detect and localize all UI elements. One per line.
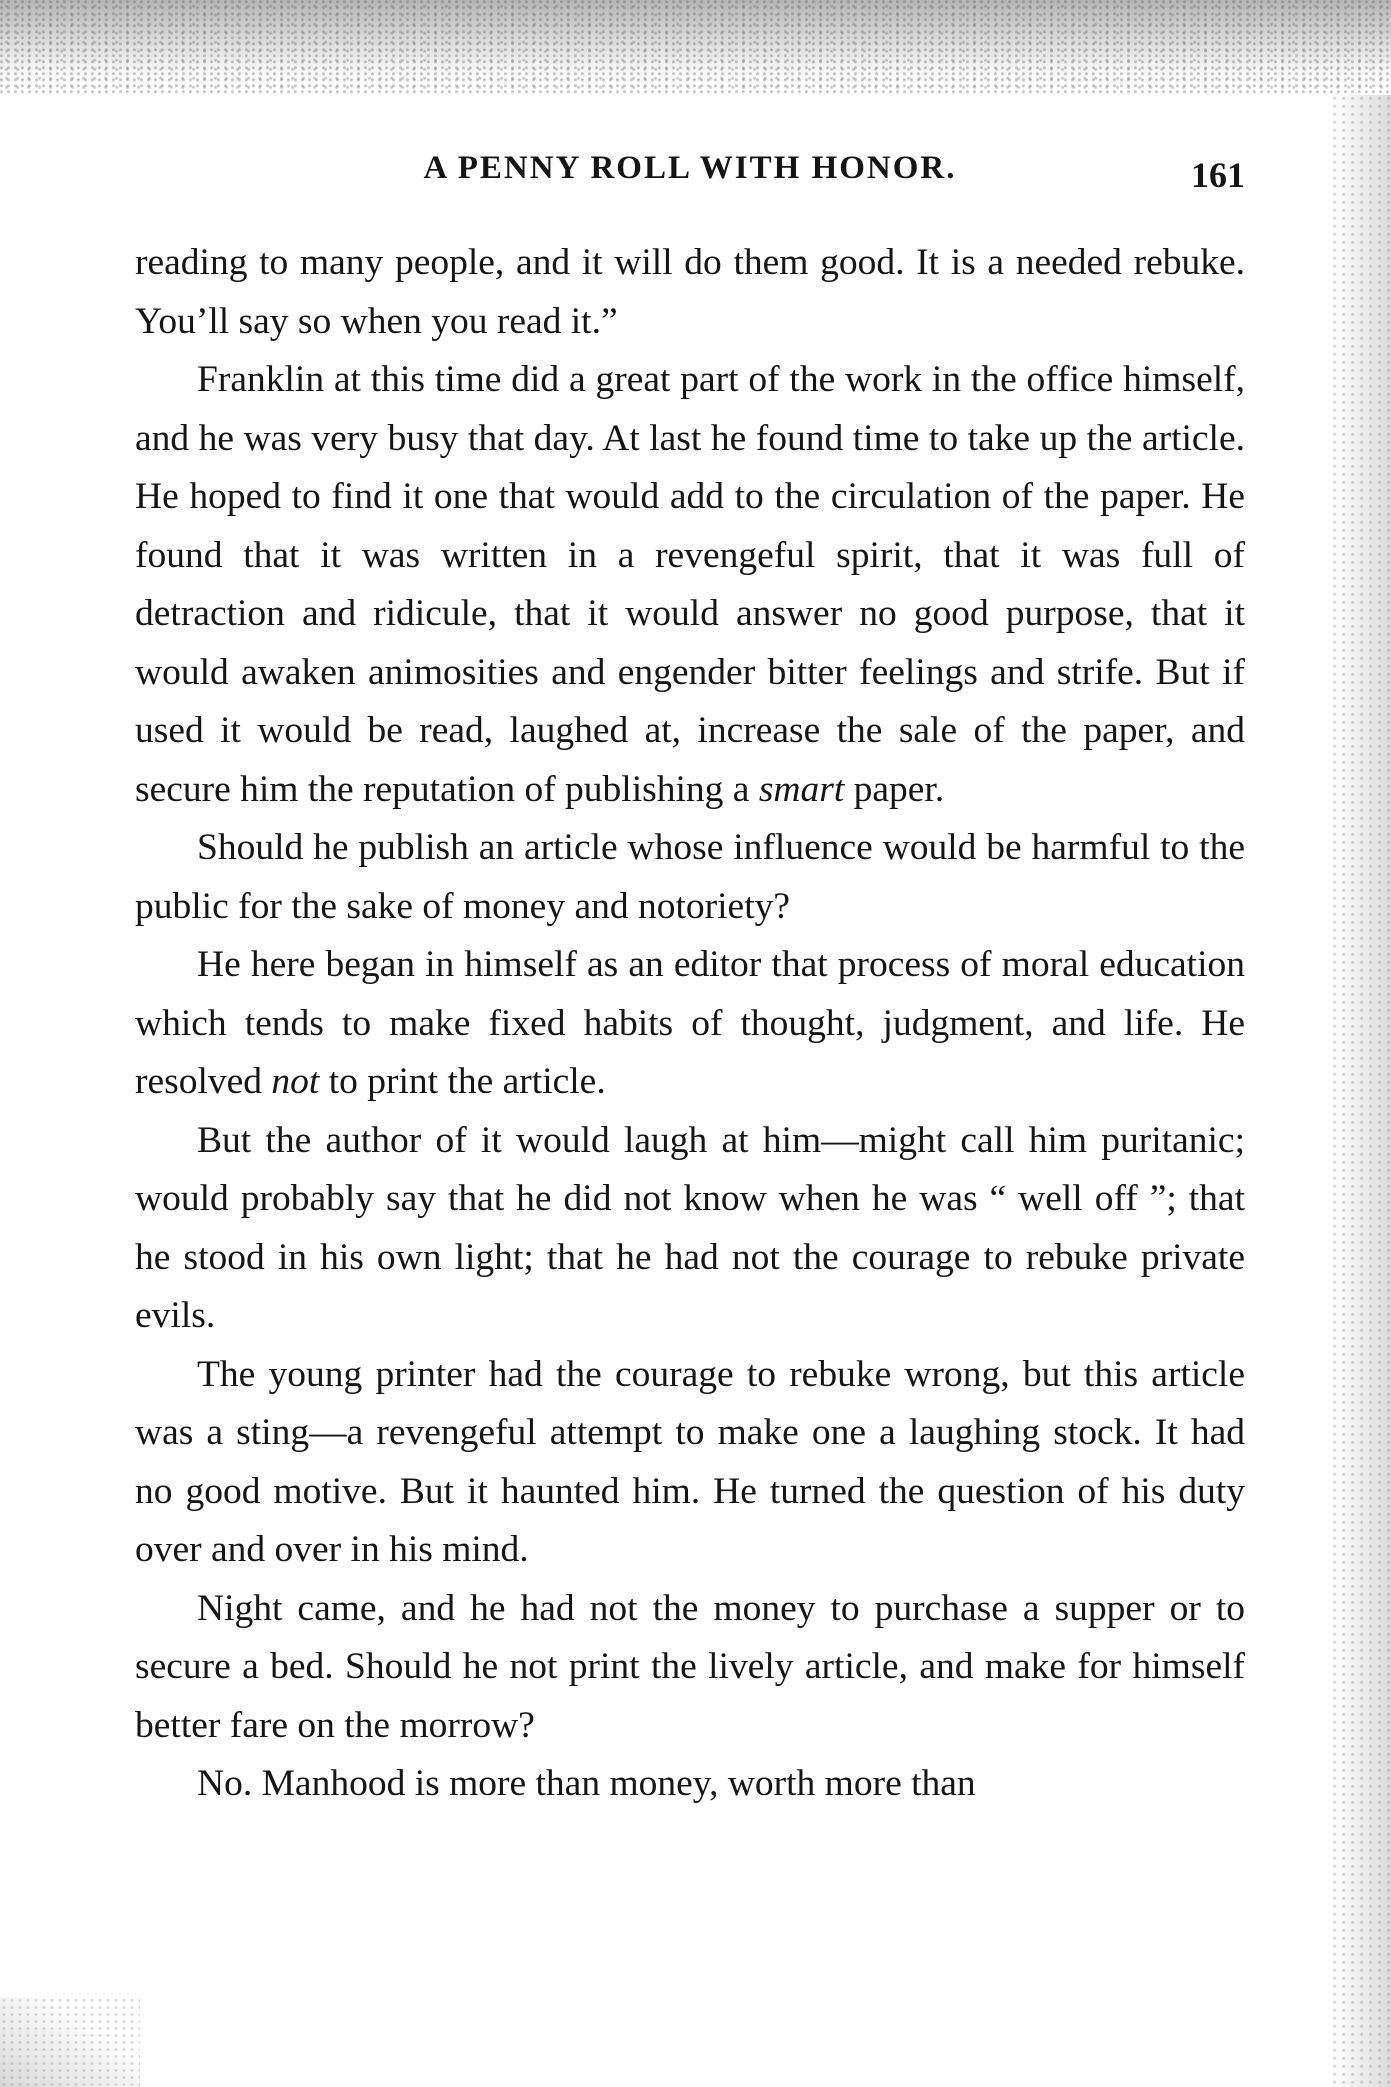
text-segment: Night came, and he had not the money to purchase a supper or to secure a bed. Should he not print the lively article, and make for himself better fare on the morrow? bbox=[135, 1587, 1245, 1746]
paragraph bbox=[135, 234, 1245, 351]
text-segment: reading to many people, and it will do them good. It is a needed rebuke. You’ll say so when you read it.” bbox=[135, 242, 1245, 342]
scan-noise-top bbox=[0, 0, 1391, 95]
italic-emphasis: smart bbox=[758, 768, 845, 810]
text-segment: Should he publish an article whose influence would be harmful to the public for the sake of money and notoriety? bbox=[135, 827, 1245, 927]
paragraph bbox=[135, 936, 1245, 1112]
paragraph bbox=[135, 1112, 1245, 1346]
page-header bbox=[135, 150, 1245, 210]
scan-noise-right bbox=[1331, 95, 1391, 2087]
text-segment: paper. bbox=[844, 768, 945, 810]
paragraph bbox=[135, 351, 1245, 819]
italic-emphasis: not bbox=[271, 1061, 320, 1102]
text-segment: But the author of it would laugh at him—might call him puritanic; would probably say that he did not know when he was “ well off ”; that he stood in his own light; that he had not the courage to rebuke private evils. bbox=[135, 1119, 1245, 1336]
scan-noise-bottom-left bbox=[0, 1997, 140, 2087]
paragraph bbox=[135, 819, 1245, 936]
paragraph bbox=[135, 1580, 1245, 1756]
body-text bbox=[135, 234, 1245, 1814]
text-segment: He here began in himself as an editor that process of moral education which tends to make fixed habits of thought, judgment, and life. He resolved bbox=[135, 944, 1245, 1102]
text-segment: to print the article. bbox=[319, 1061, 606, 1102]
text-segment: Franklin at this time did a great part of the work in the office himself, and he was very busy that day. At last he found time to take up the article. He hoped to find it one that would add to the circulation of the paper. He found that it was written in a revengeful spirit, that it was full of detraction and ridicule, that it would answer no good purpose, that it would awaken animosities and engender bitter feelings and strife. But if used it would be read, laughed at, increase the sale of the paper, and secure him the reputation of publishing a bbox=[135, 359, 1245, 810]
page-number: 161 bbox=[1191, 155, 1245, 195]
text-segment: No. Manhood is more than money, worth more than bbox=[197, 1763, 976, 1804]
paragraph bbox=[135, 1346, 1245, 1580]
text-segment: The young printer had the courage to rebuke wrong, but this article was a sting—a revengeful attempt to make one a laughing stock. It had no good motive. But it haunted him. He turned the question of his duty over and over in his mind. bbox=[135, 1353, 1245, 1570]
running-title: A PENNY ROLL WITH HONOR. bbox=[423, 150, 957, 186]
paragraph bbox=[135, 1755, 1245, 1814]
